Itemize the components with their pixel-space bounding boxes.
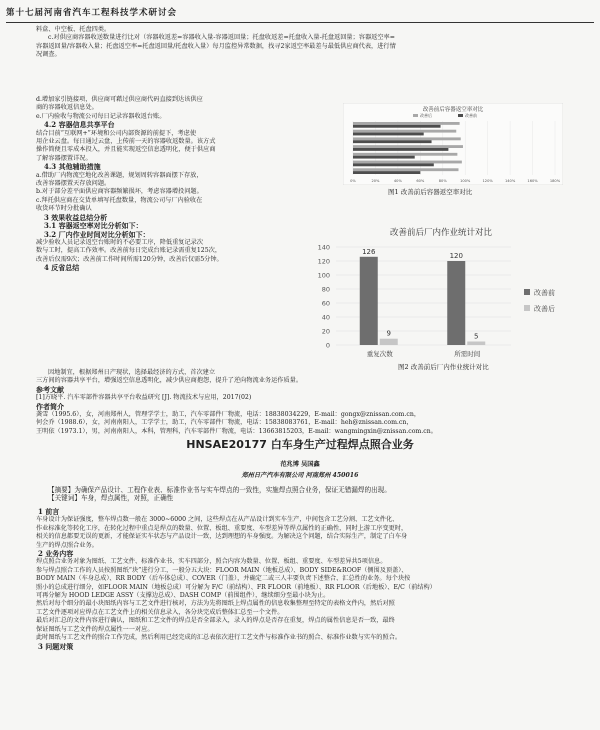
figure-2 [296,225,586,365]
legend-label-before: 改善前 [534,289,555,297]
top-paragraph [36,26,396,60]
chart-1-svg [343,103,563,185]
author-line: 龚雪（1995.6），女，河南郑州人，管理学学士，助工，汽车零部件厂物流，电话：18838034229，E-mail：gongx@znissan.com.cn， [36,411,421,419]
text-line: b.对于部分差平面供应商容器频繁损坏，考虑容器增投问题。 [36,188,203,196]
legend-label-after: 改善后 [420,113,432,118]
reference-item: [1]方晓平. 汽车零部件容器共享平台收益研究 [J]. 物流技术与应用，2017(02) [36,394,252,402]
x-tick-label: 120% [482,179,493,183]
x-tick-label: 0% [350,179,356,183]
text-line: d.增加家引链接项，供应商可藉过供应商代码直接到达该供应 [36,96,203,103]
text-line: 车身设计为保证强度，整车焊点数一般在 3000~6000 之间，这些焊点在从产品设计到实车生产，中间包含工艺分割、工艺文件化、 [36,516,399,524]
bar-before [447,261,465,345]
y-tick-label: 40 [321,313,330,322]
text-line: 工艺文件逐项对应焊点在工艺文件上的相关信息录入，各分块完成后整体汇总至一个文件。 [36,608,284,616]
bar-after [353,137,461,140]
bar-after [353,161,462,164]
paper2-affiliation: 郑州日产汽车有限公司 河南郑州 450016 [241,472,359,479]
paper2-abstract-block [36,486,391,503]
text-line: 改善容器摆置天存放问题。 [36,180,111,188]
paper2-author: 范兆博 吴国鑫 [280,461,320,468]
text-line: c.对供应商容器收送数量进行比对（容器收返差=容器收入量-容器返回量；托盘收返差=托盘收入量-托盘返回量；容器返空率= [48,34,395,42]
figure-2-caption: 图2 改善前后厂内作业统计对比 [398,363,489,371]
section-heading: 4 反省总结 [44,263,80,273]
authors-heading: 作者简介 [36,401,64,411]
section-heading: 3 效果收益总结分析 [44,212,108,222]
x-tick-label: 40% [393,179,402,183]
y-tick-label: 80 [321,285,330,294]
running-header: 第十七届河南省汽车工程科技学术研讨会 [6,6,594,23]
section-heading: 3.1 容器返空率对比分析如下： [44,221,143,231]
x-tick-label: 140% [504,179,516,183]
text-line: a.借助厂内物流空地化改善课题，规划周转容器面摆下存放， [36,171,203,179]
data-label: 126 [362,247,376,256]
y-tick-label: 140 [317,243,330,252]
y-tick-label: 100 [317,271,330,280]
bar-before [353,163,434,166]
section-heading: 4.2 容器信息共享平台 [44,120,115,130]
text-line: 收货环节时分批确认 [36,205,92,213]
bar-after [353,168,458,171]
author-line: 何会乔（1988.6），女，河南南阳人，工学学士，助工，汽车零部件厂物流，电话：15838083761，E-mail：heh@znissan.com.cn， [36,419,413,427]
text-line: 操作简便且零成本投入，并且能实现返空信息透明化，便于供应商 [36,146,216,154]
paper2-body [36,508,576,651]
left-column [36,96,321,273]
text-line: 参与焊点照合工作的人员按照图纸“块”进行分工，一般分五大块：FLOOR MAIN（地板总成）、BODY SIDE&ROOF（侧围及顶盖）、 [36,566,408,574]
text-line: 料盒、中空板、托盘四类。 [36,26,111,33]
bar-before [353,133,424,136]
y-tick-label: 20 [321,327,330,336]
y-tick-label: 60 [321,299,330,308]
legend-swatch-before [458,114,463,117]
text-line: 最后对汇总的文件内容进行确认，图纸和工艺文件的焊点是否全部录入，录入的焊点是否存在重复，焊点的属性信息是否一致，最终 [36,617,395,625]
data-label: 9 [386,329,391,338]
text-line: 然后对每个细分的最小块图纸内容与工艺文件进行核对，方法为先将图纸上焊点属性的信息收集整理至特定的表格文件内，然后对照 [36,600,395,608]
x-tick-label: 80% [438,179,447,183]
legend-label-before: 改善前 [465,113,477,118]
text-line: e.厂内验收与物流公司每日记录容器收返台账。 [36,112,166,120]
y-tick-label: 120 [317,257,330,266]
bar-before [360,257,378,345]
legend-swatch-after [413,114,418,117]
abstract: 【摘要】为确保产品设计、工程作业表、标准作业书与实车焊点的一致性，实施焊点照合业务，保证无错漏焊的出现。 [48,486,391,494]
chart-2-title: 改善前后厂内作业统计对比 [389,228,493,238]
text-line: 容器返回量/容器收入量；托盘返空率=托盘返回量/托盘收入量）每月监控异常数据，找寻2家返空率最差与最低供应商代表，进行情 [36,42,396,50]
text-line: 焊点照合业务对象为图纸、工艺文件、标准作业书、实车四部分，照合内容为数量、位置、板组、重要度、车型差异共5项信息。 [36,558,387,566]
section-heading: 3.2 厂内作业时间对比分析如下： [44,229,150,239]
x-tick-label: 160% [527,179,538,183]
bar-after [353,130,456,133]
text-line: 三方间的容器共享平台，增强返空信息透明化，减少供应商抱怨，提升了逆向物流业务运作质量。 [36,377,303,385]
text-line: 数与工时，提高工作效率。改善前每日完成台账记录需重复125次， [36,247,222,255]
figure-1-caption: 图1 改善前后容器返空率对比 [388,188,473,196]
bar-after [353,145,463,148]
chart-2-svg [296,225,586,365]
x-tick-label: 重复次数 [366,350,393,358]
data-label: 120 [449,252,463,260]
text-line: 作业标准化等转化工序，在转化过程中重点是焊点的数量、位置、板组、重要度、车型差异等焊点属性的正确性，同时上游工序变更时， [36,524,408,532]
text-line: 照小的总成进行细分，如FLOOR MAIN（地板总成）可分解为 F/C（前结构）、FR FLOOR（前地板）、RR FLOOR（后地板）、E/C（前结构） [36,583,436,591]
keywords: 【关键词】车身，焊点属性，对照，正确性 [48,494,174,503]
x-tick-label: 所需时间 [454,350,481,358]
section-heading: 3 问题对策 [38,641,74,651]
legend-swatch-after [524,305,530,311]
x-tick-label: 180% [549,179,561,183]
legend-label-after: 改善后 [534,305,555,313]
text-line: BODY MAIN（车身总成）、RR BODY（后车体总成）、COVER（门盖），并确定二或三人丰要负责下述整合、汇总性的业务。每个块按 [36,575,411,583]
text-line: 可再分解为 HOOD LEDGE ASSY（支撑边总成）、DASH COMP（前围组件），继续细分至最小块为止。 [36,592,330,600]
text-line: 减少验收人员记录返空台账时的不必要工序，降低重复记录次 [36,238,204,246]
text-line: 结合目前“互联网+”环境和公司内部资源的前提下，考虑使 [36,129,197,137]
x-tick-label: 20% [371,179,380,183]
figure-1 [343,103,563,185]
x-tick-label: 60% [416,179,425,183]
bar-before [353,140,432,143]
data-label: 5 [474,332,479,341]
y-tick-label: 0 [325,341,330,350]
text-line: 相关的信息都要无误的更新，才能保证实车状态与产品设计一致，达到理想的车身强度。为解决这个问题，结合实际生产，制定了白车身 [36,533,408,541]
text-line: 商的容器收返信息处。 [36,104,98,112]
x-tick-label: 100% [460,179,471,183]
author-line: 王明依（1973.1），男，河南南阳人，本科，管理科，汽车零部件厂物流，电话：13663815203，E-mail：wangmingxin@znissan.com.cn。 [36,427,437,435]
section-heading: 4.3 其他辅助措施 [44,162,101,172]
text-line: 保证图纸与工艺文件的焊点属性一一对应。 [36,625,154,633]
conclusion-paragraph [36,369,437,436]
text-line: 因地制宜，根据郑州日产现状，选择最经济的方式，首次建立 [48,369,216,376]
text-line: 用企业云盘。每日通过云盘，上传前一天的容器收返数量。该方式 [36,138,216,146]
text-line: 了解容器摆置详况。 [36,154,92,162]
text-line: 改善后仅需9次；改善前工作时间所需120分钟，改善后仅需5分钟。 [36,255,223,263]
text-line: 生产的焊点照合业务。 [36,541,98,549]
bar-after [467,342,485,346]
chart-1-title: 改善前后容器返空率对比 [422,107,484,113]
references-heading: 参考文献 [36,384,64,394]
paper2-title: HNSAE20177 白车身生产过程焊点照合业务 [186,438,414,451]
bar-after [353,153,457,156]
bar-before [353,125,441,128]
bar-after [353,122,460,125]
bar-before [353,156,415,159]
text-line: 况调查。 [36,51,61,59]
text-line: c.拜托供应商在交货单填写托盘数量，物流公司与厂内验收在 [36,196,203,204]
section-heading: 2 业务内容 [38,549,74,559]
bar-before [353,148,448,151]
bar-before [353,171,420,174]
section-heading: 1 前言 [38,507,60,516]
legend-swatch-before [524,289,530,295]
bar-after [380,339,398,345]
text-line: 此时图纸与工艺文件的照合工作完成，然后利用已经完成的汇总表依次进行工艺文件与标准作业书的照合、标准作业数与实车的照合。 [36,634,402,642]
